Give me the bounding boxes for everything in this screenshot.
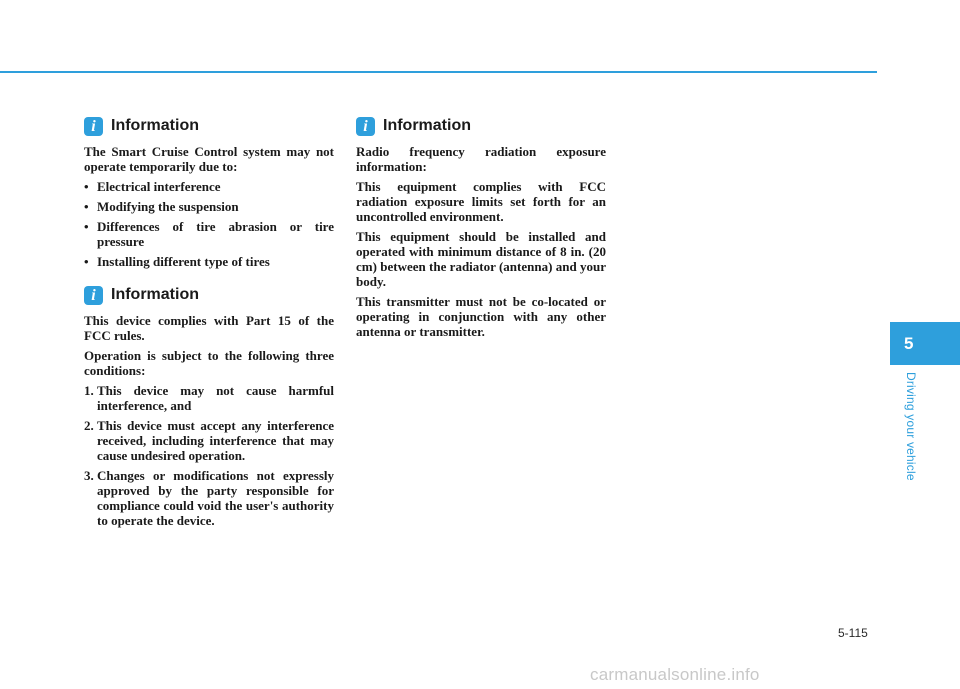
info-paragraph: This equipment should be installed and operated with minimum distance of 8 in. (20 cm) between the radiator (antenna) and your body. — [356, 229, 606, 289]
info-icon: i — [84, 117, 103, 136]
list-number: 2. — [84, 418, 94, 433]
numbered-list — [84, 383, 334, 528]
info-icon: i — [84, 286, 103, 305]
info-paragraph: This device complies with Part 15 of the FCC rules. — [84, 313, 334, 343]
bullet-icon: • — [84, 219, 89, 234]
info-icon: i — [356, 117, 375, 136]
bullet-list — [84, 179, 334, 269]
right-column — [356, 114, 606, 344]
info-title: Information — [111, 117, 199, 134]
list-number: 1. — [84, 383, 94, 398]
info-title: Information — [383, 117, 471, 134]
info-box-header — [84, 283, 334, 307]
info-box-header — [356, 114, 606, 138]
info-paragraph: This transmitter must not be co-located or operating in conjunction with any other antenna or transmitter. — [356, 294, 606, 339]
list-item: • Modifying the suspension — [84, 199, 239, 214]
list-item: 1. This device may not cause harmful interference, and — [84, 383, 334, 413]
page-number: 5-115 — [838, 626, 868, 640]
info-paragraph: Operation is subject to the following three conditions: — [84, 348, 334, 378]
list-item: • Electrical interference — [84, 179, 221, 194]
list-item: 3. Changes or modifications not expressly approved by the party responsible for compliance could void the user's authority to operate the device. — [84, 468, 334, 528]
chapter-tab[interactable]: 5 — [890, 322, 960, 365]
info-paragraph: The Smart Cruise Control system may not operate temporarily due to: — [84, 144, 334, 174]
info-box-header — [84, 114, 334, 138]
info-paragraph: Radio frequency radiation exposure information: — [356, 144, 606, 174]
header-rule — [0, 71, 877, 73]
list-item: 2. This device must accept any interference received, including interference that may cause undesired operation. — [84, 418, 334, 463]
bullet-icon: • — [84, 254, 89, 269]
list-item: • Installing different type of tires — [84, 254, 270, 269]
chapter-title: Driving your vehicle — [904, 372, 918, 481]
list-number: 3. — [84, 468, 94, 483]
bullet-icon: • — [84, 179, 89, 194]
info-title: Information — [111, 286, 199, 303]
watermark: carmanualsonline.info — [590, 665, 760, 684]
info-paragraph: This equipment complies with FCC radiation exposure limits set forth for an uncontrolled environment. — [356, 179, 606, 224]
bullet-icon: • — [84, 199, 89, 214]
list-item: • Differences of tire abrasion or tire pressure — [84, 219, 334, 249]
left-column — [84, 114, 334, 542]
